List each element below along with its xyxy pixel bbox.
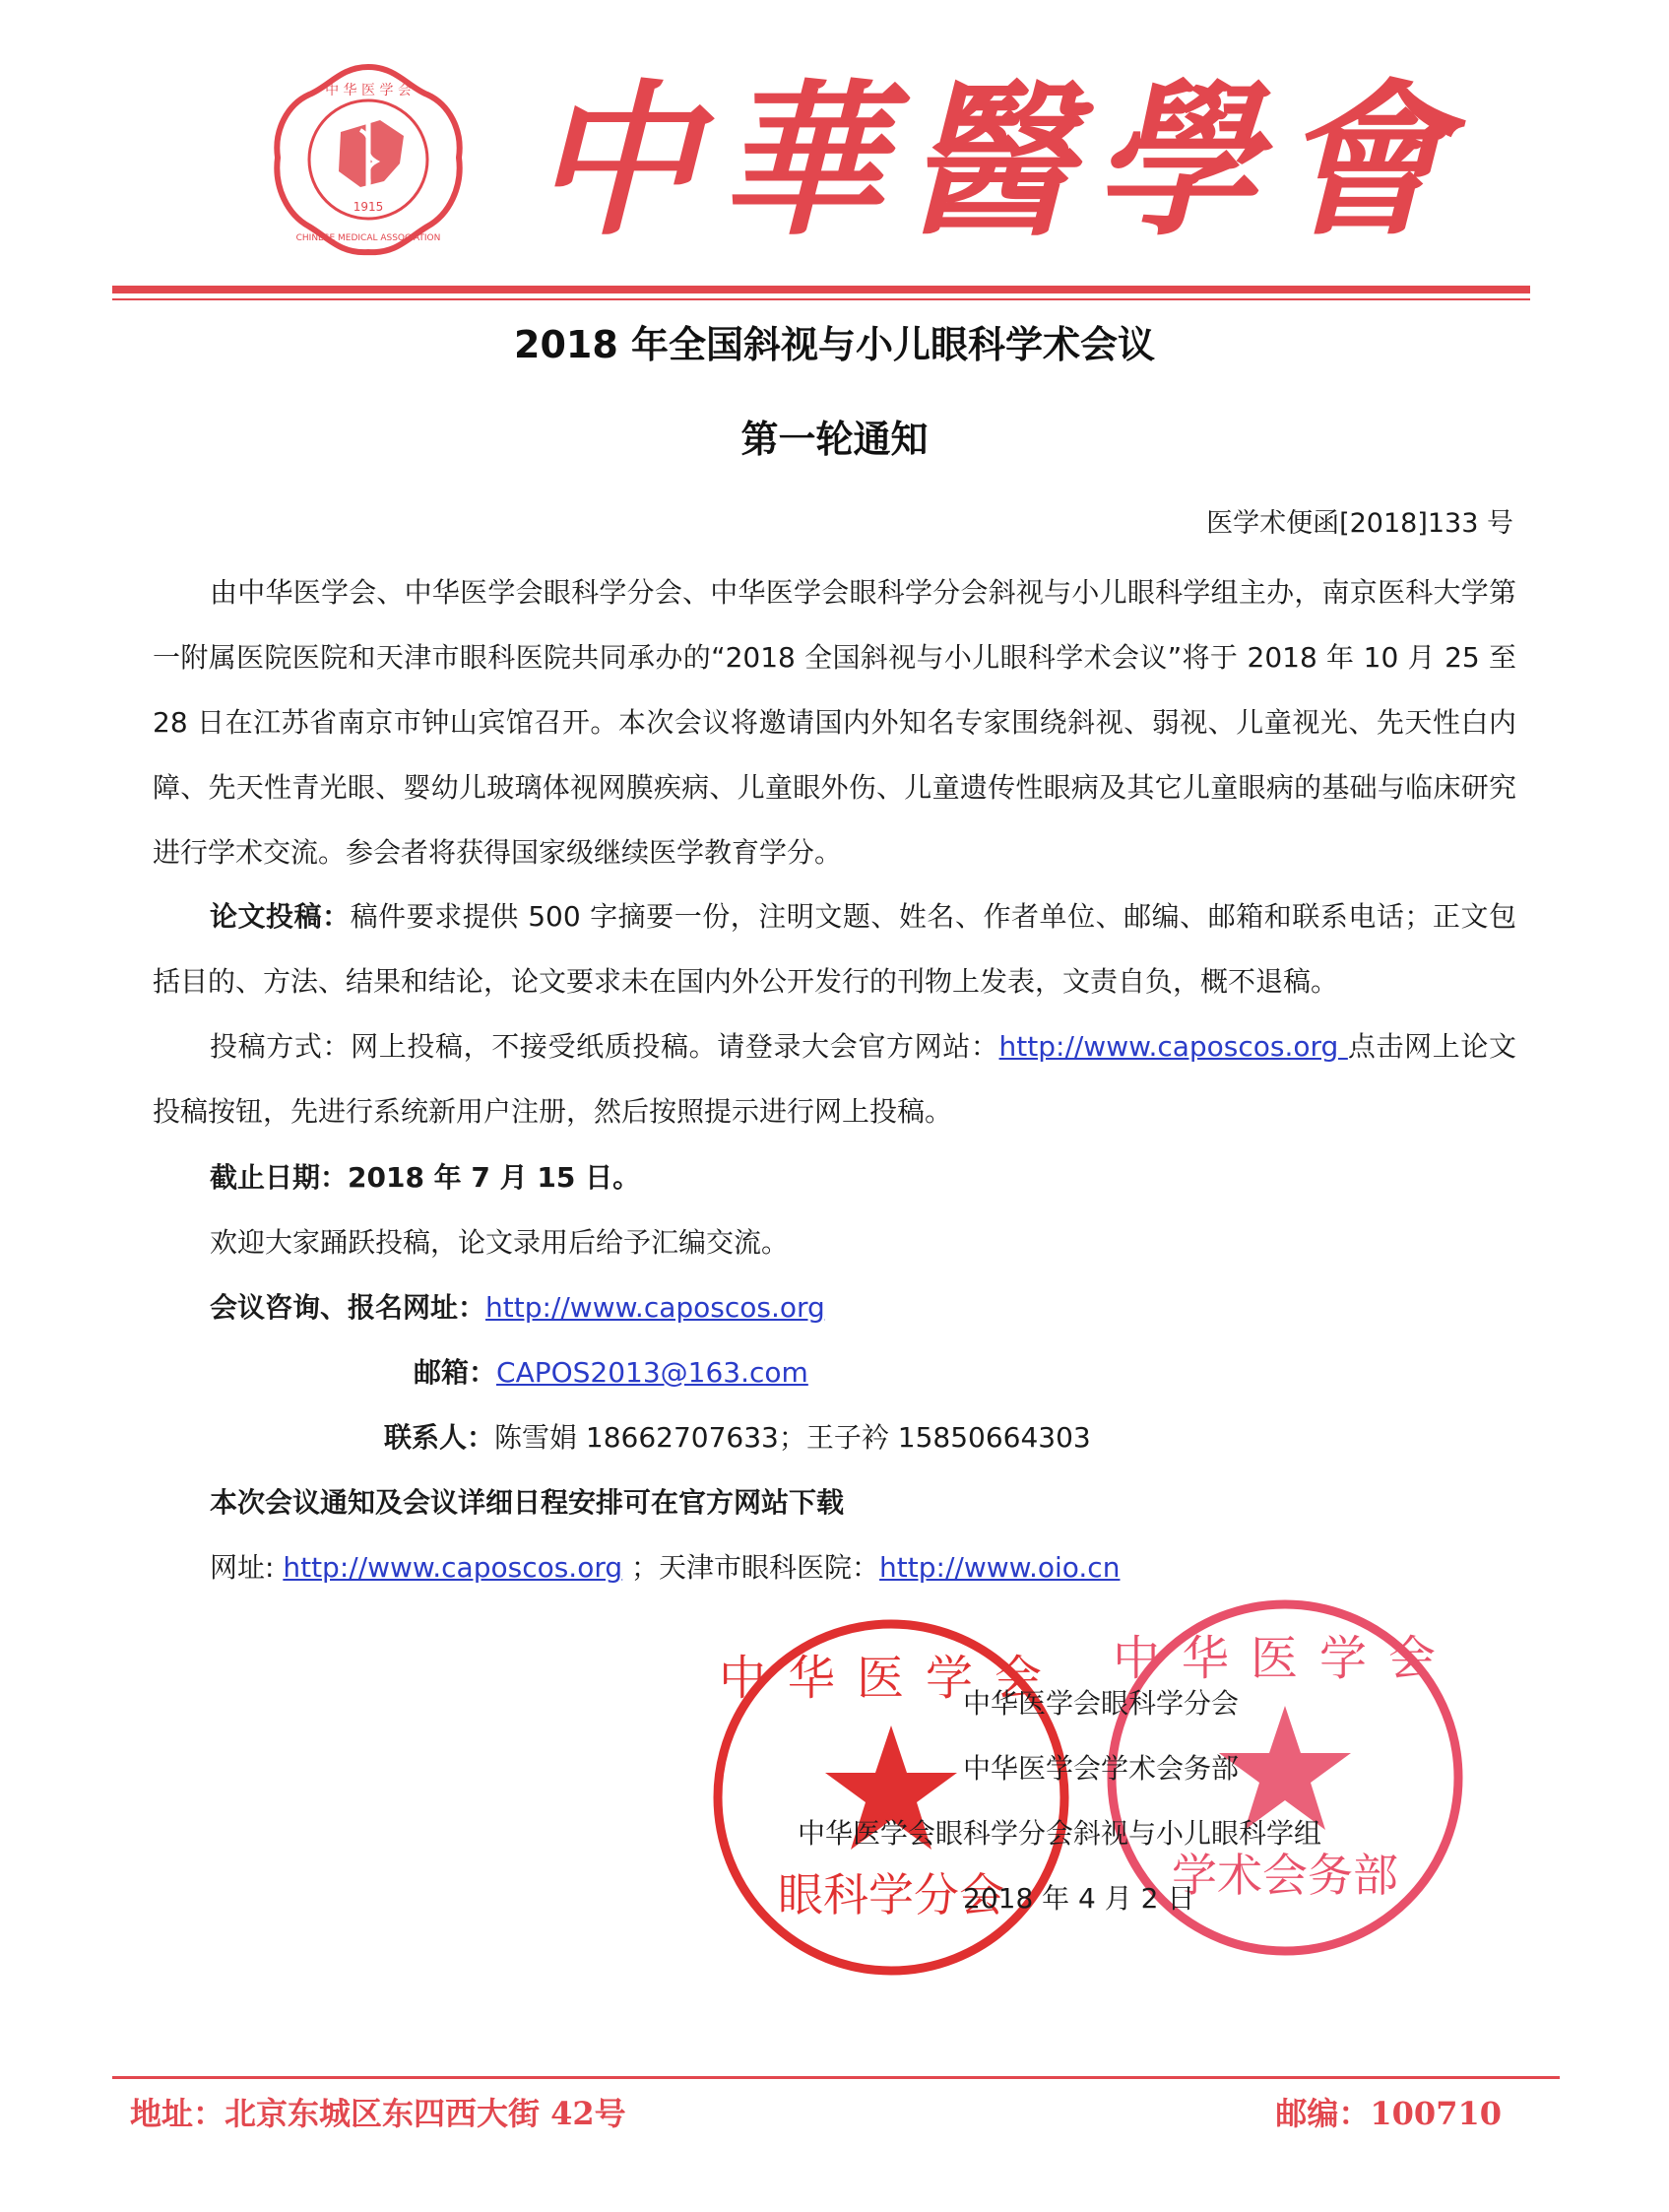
download-site-link[interactable]: http://www.caposcos.org <box>283 1551 623 1584</box>
papers-text: 稿件要求提供 500 字摘要一份，注明文题、姓名、作者单位、邮编、邮箱和联系电话；正文包括目的、方法、结果和结论，论文要求未在国内外公开发行的刊物上发表，文责自负，概不退稿。 <box>153 900 1516 998</box>
website-link[interactable]: http://www.caposcos.org <box>485 1291 825 1324</box>
association-logo <box>270 61 467 258</box>
svg-text:中 华 医 学 会: 中 华 医 学 会 <box>325 83 412 98</box>
signature-org-1: 中华医学会眼科学分会 <box>963 1687 1240 1720</box>
header-rule-thin <box>112 298 1530 300</box>
hospital-link[interactable]: http://www.oio.cn <box>879 1551 1121 1584</box>
svg-text:中华医学会: 中华医学会 <box>718 1651 1064 1706</box>
svg-text:学术会务部: 学术会务部 <box>1172 1849 1398 1902</box>
signature-org-2: 中华医学会学术会务部 <box>963 1752 1240 1785</box>
email-label: 邮箱： <box>414 1356 497 1389</box>
deadline: 截止日期：2018 年 7 月 15 日。 <box>210 1161 641 1194</box>
document-number: 医学术便函[2018]133 号 <box>1206 508 1513 539</box>
header-rule-thick <box>112 286 1530 293</box>
download-site-label: 网址: <box>210 1551 284 1584</box>
website-row <box>210 1288 825 1328</box>
conference-title: 2018 年全国斜视与小儿眼科学术会议 <box>514 323 1155 366</box>
signature-org-3: 中华医学会眼科学分会斜视与小儿眼科学组 <box>798 1817 1322 1850</box>
download-heading: 本次会议通知及会议详细日程安排可在官方网站下载 <box>210 1486 845 1519</box>
papers-paragraph <box>153 884 1516 1014</box>
footer-address: 地址：北京东城区东四西大街 42号 <box>130 2095 626 2132</box>
svg-text:眼科学分会: 眼科学分会 <box>778 1868 1004 1921</box>
papers-label: 论文投稿： <box>210 900 351 933</box>
submission-text: 投稿方式：网上投稿，不接受纸质投稿。请登录大会官方网站： <box>210 1030 999 1063</box>
intro-paragraph: 由中华医学会、中华医学会眼科学分会、中华医学会眼科学分会斜视与小儿眼科学组主办，南京医科大学第一附属医院医院和天津市眼科医院共同承办的“2018 全国斜视与小儿眼科学术会议”将于 2018 年 10 月 25 至 28 日在江苏省南京市钟山宾馆召开。本次会议将邀请国内外知名专家围绕斜视、弱视、儿童视光、先天性白内障、先天性青光眼、婴幼儿玻璃体视网膜疾病、儿童眼外伤、儿童遗传性眼病及其它儿童眼病的基础与临床研究进行学术交流。参会者将获得国家级继续医学教育学分。 <box>153 576 1516 869</box>
email-link[interactable]: CAPOS2013@163.com <box>496 1356 808 1389</box>
download-row <box>210 1548 1120 1588</box>
svg-text:CHINESE MEDICAL ASSOCIATION: CHINESE MEDICAL ASSOCIATION <box>295 233 441 243</box>
submission-paragraph <box>153 1014 1516 1144</box>
download-separator: ；天津市眼科医院： <box>622 1551 880 1584</box>
svg-text:中华医学会: 中华医学会 <box>1112 1631 1458 1686</box>
footer-rule <box>112 2076 1560 2079</box>
submission-link[interactable]: http://www.caposcos.org <box>998 1030 1348 1063</box>
contact-label: 联系人： <box>384 1421 495 1454</box>
association-name: 中華醫學會 <box>532 63 1467 258</box>
contact-persons: 陈雪娟 18662707633；王子衿 15850664303 <box>494 1421 1091 1454</box>
email-row <box>414 1353 808 1393</box>
contact-row <box>384 1418 1091 1458</box>
notice-subtitle: 第一轮通知 <box>740 418 929 461</box>
seal-ophthalmology-branch <box>709 1615 1073 1980</box>
svg-text:1915: 1915 <box>353 200 384 214</box>
footer-postcode: 邮编：100710 <box>1275 2095 1502 2132</box>
signature-date: 2018 年 4 月 2 日 <box>963 1882 1195 1915</box>
submission-text-after: 点击网上论文投稿按钮，先进行系统新用户注册，然后按照提示进行网上投稿。 <box>153 1030 1516 1128</box>
website-label: 会议咨询、报名网址： <box>210 1291 486 1324</box>
welcome-text: 欢迎大家踊跃投稿，论文录用后给予汇编交流。 <box>210 1226 790 1259</box>
